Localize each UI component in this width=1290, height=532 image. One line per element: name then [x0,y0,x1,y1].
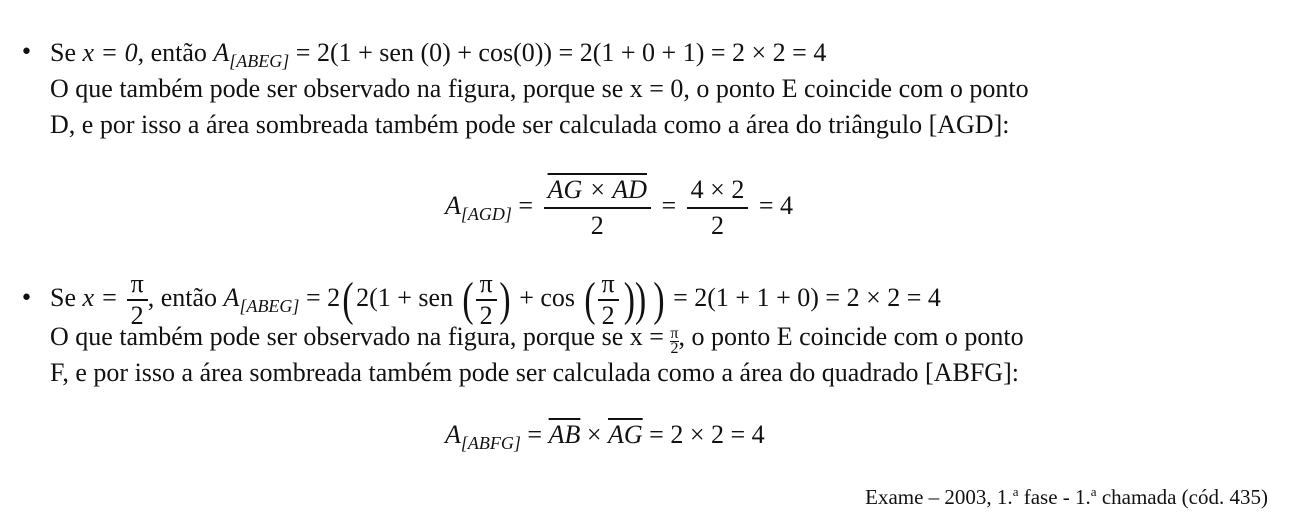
item2-line2-frac-den: 2 [670,340,679,357]
item2-line2-frac-num: π [670,325,679,342]
eq2-sub: [ABFG] [460,433,521,453]
eq2-ab: $\overline{AB}$ [548,420,581,449]
source-post: chamada (cód. 435) [1096,485,1268,509]
item2-x: x = [82,283,119,312]
item2-prefix: Se [50,283,76,312]
item2-paren2-open: ( [461,273,474,327]
eq1-fraction1 [544,173,651,243]
item2-paren2-close: ) [499,273,511,327]
item2-line2 [50,322,1024,356]
item2-sen-den: 2 [476,299,497,331]
source-citation [865,484,1268,510]
source-sup1: a [1012,484,1019,499]
item2-sen-num: π [479,269,493,299]
item2-line2-pre: O que também pode ser observado na figura, porque se x = [50,322,664,351]
eq1-result: = 4 [758,191,793,220]
item2-then: , então [147,283,218,312]
source-pre: Exame – 2003, 1. [865,485,1013,509]
item2-equation [445,420,765,458]
item1-area-label: A [213,38,230,67]
source-sup2: a [1090,484,1097,499]
eq1-num1: AG × AD [547,175,647,205]
item2-cos-den: 2 [598,299,619,331]
item2-frac-num: π [130,269,144,299]
eq2-equals: = [527,420,543,449]
item2-paren-open: ( [342,273,354,327]
item1-area-sub: [ABEG] [229,51,290,71]
eq2-ag: $\overline{AG}$ [608,420,643,449]
eq2-label: A [445,420,461,449]
eq1-den1: 2 [544,207,651,243]
eq1-fraction2 [687,173,749,243]
item2-line2-frac [670,327,678,356]
item1-line1 [50,38,826,76]
eq2-times: × [586,420,602,449]
item1-equation [445,170,793,242]
eq1-den2: 2 [687,207,749,243]
item1-formula: = 2(1 + sen (0) + cos(0)) = 2(1 + 0 + 1) = 2 × 2 = 4 [289,38,827,67]
eq2-rest: = 2 × 2 = 4 [649,420,765,449]
item2-two: 2(1 + sen [356,283,454,312]
item1-line3: D, e por isso a área sombreada também pode ser calculada como a área do triângulo [AGD]: [50,110,1010,139]
eq1-label: A [445,191,461,220]
item2-line2-post: , o ponto E coincide com o ponto [678,322,1024,351]
item2-paren3-close: )) [623,273,646,327]
item2-paren-close: ) [653,273,665,327]
item2-formula-rest: = 2(1 + 1 + 0) = 2 × 2 = 4 [673,283,941,312]
source-mid: fase - 1. [1018,485,1091,509]
item2-cos: + cos [519,283,576,312]
eq1-equals2: = [661,191,677,220]
item1-line2: O que também pode ser observado na figura, porque se x = 0, o ponto E coincide com o ponto [50,74,1029,103]
eq1-equals1: = [518,191,534,220]
item2-frac-den: 2 [127,299,148,331]
eq1-num2: 4 × 2 [690,175,745,205]
item2-eq-part: = 2 [305,283,341,312]
bullet-2: • [20,286,33,311]
item1-condition: x = 0 [82,38,138,67]
item1-then: , então [137,38,207,67]
eq1-sub: [AGD] [460,204,512,224]
item2-area-label: A [223,283,240,312]
item2-cos-num: π [601,269,615,299]
item1-prefix: Se [50,38,76,67]
item2-area-sub: [ABEG] [239,296,300,316]
item2-line3: F, e por isso a área sombreada também pode ser calculada como a área do quadrado [ABFG]: [50,358,1019,387]
bullet-1: • [20,40,33,65]
item2-paren3-open: ( [583,273,596,327]
